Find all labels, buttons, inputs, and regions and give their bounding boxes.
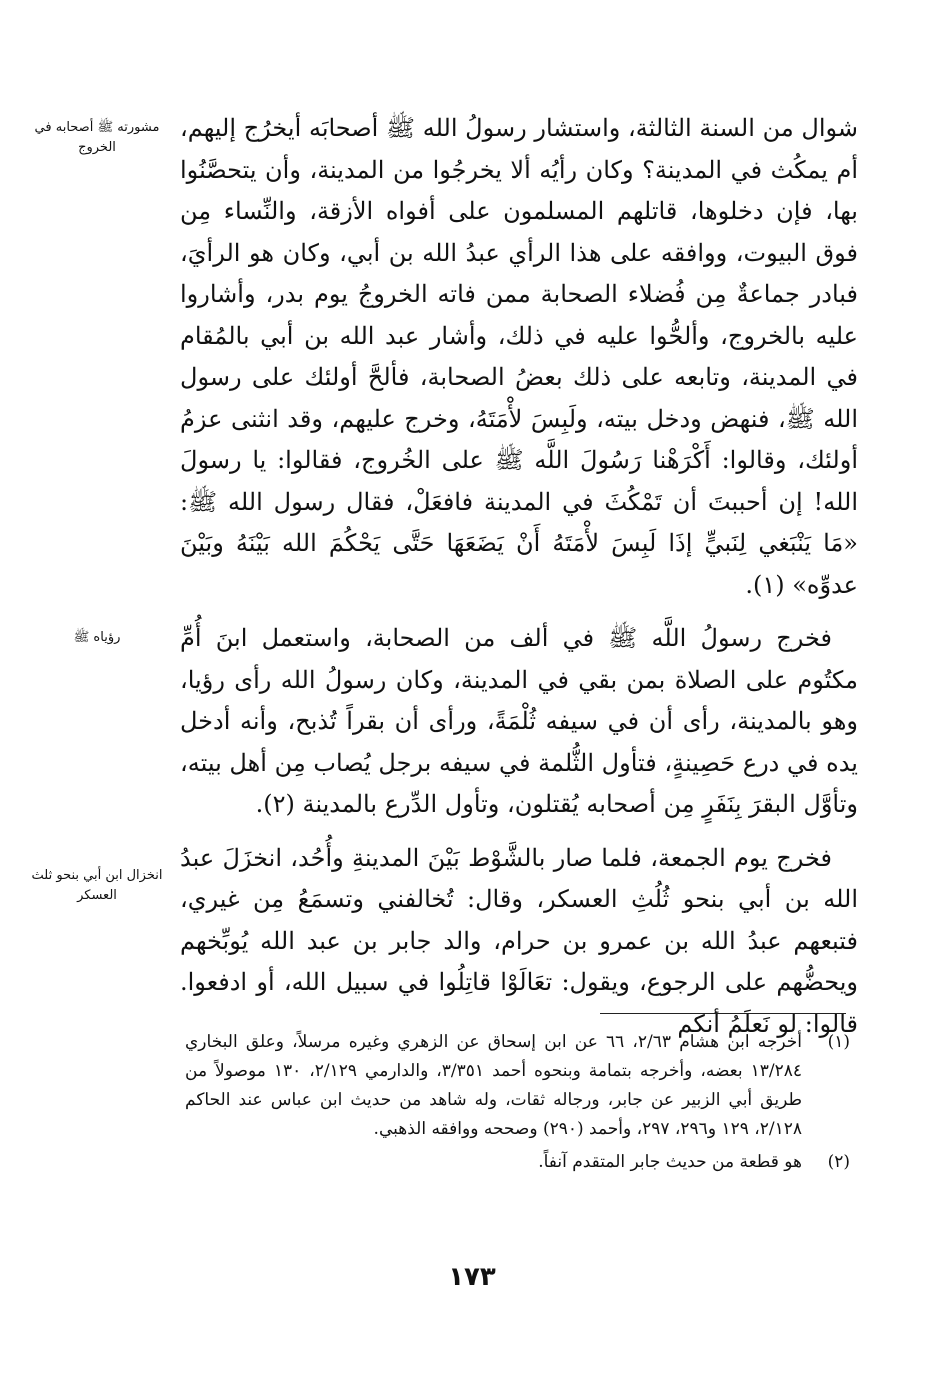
page-number: ١٧٣ — [448, 1262, 496, 1292]
margin-note-withdrawal: انخزال ابن أبي بنحو ثلث العسكر — [31, 868, 163, 903]
margin-note-consultation: مشورته ﷺ أصحابه في الخروج — [34, 120, 160, 155]
footnote-divider — [600, 1013, 846, 1014]
footnote-text: أخرجه ابن هشام ٢/٦٣، ٦٦ عن ابن إسحاق عن الزهري وغيره مرسلاً، وعلق البخاري ١٣/٢٨٤ بعضه، وأخرجه بتمامة وبنحوه أحمد ٣/٣٥١، والدارمي ٢/١٢٩، ١٣٠ موصولاً من طريق أبي الزبير عن جابر، ورجاله ثقات، وله شاهد من حديث ابن عباس عند الحاكم ٢/١٢٨، ١٢٩ و٢٩٦، ٢٩٧، وأحمد (٢٩٠) وصححه ووافقه الذهبي. — [185, 1032, 803, 1139]
margin-note-vision: رؤياه ﷺ — [73, 630, 121, 645]
footnote-number: (١) — [827, 1032, 850, 1052]
paragraph-vision: فخرج رسولُ اللَّه ﷺ في ألف من الصحابة، واستعمل ابنَ أُمِّ مكتُوم على الصلاة بمن بقي في المدينة، وكان رسولُ الله رأى رؤيا، وهو بالمدينة، رأى أن في سيفه ثُلْمَةً، ورأى أن بقراً تُذبح، وأنه أدخل يده في درع حَصِينةٍ، فتأول الثُّلمة في سيفه برجل يُصاب مِن أهل بيته، وتأوَّل البقرَ بِنَفَرٍ مِن أصحابه يُقتلون، وتأول الدِّرع بالمدينة (٢). — [180, 624, 858, 818]
footnotes — [185, 1028, 850, 1177]
paragraph-withdrawal: فخرج يوم الجمعة، فلما صار بالشَّوْط بَيْنَ المدينةِ وأُحُد، انخزَلَ عبدُ الله بن أبي بنحو ثُلُثِ العسكر، وقال: تُخالفني وتسمَعُ مِن غيري، فتبعهم عبدُ الله بن عمرو بن حرام، والد جابر بن عبد الله يُوبِّخهم ويحضُّهم على الرجوع، ويقول: تعَالَوْا قاتِلُوا في سبيل الله، أو ادفعوا. قالوا: لو نَعلَمُ أنكم — [180, 843, 858, 1038]
footnote-2 — [185, 1148, 850, 1177]
paragraph-consultation: شوال من السنة الثالثة، واستشار رسولُ الله ﷺ أصحابَه أيخرُج إليهم، أم يمكُث في المدينة؟ وكان رأيُه ألا يخرجُوا من المدينة، وأن يتحصَّنُوا بها، فإن دخلوها، قاتلهم المسلمون على أفواه الأزقة، والنِّساء مِن فوق البيوت، ووافقه على هذا الرأي عبدُ الله بن أبي، وكان هو الرأيَ، فبادر جماعةٌ مِن فُضلاء الصحابة ممن فاته الخروجُ يوم بدر، وأشاروا عليه بالخروج، وألحُّوا عليه في ذلك، وأشار عبد الله بن أبي بالمُقام في المدينة، وتابعه على ذلك بعضُ الصحابة، فألحَّ أولئك على رسول الله ﷺ، فنهض ودخل بيته، ولَبِسَ لأْمَتَهُ، وخرج عليهم، وقد انثنى عزمُ أولئك، وقالوا: أَكْرَهْنا رَسُولَ اللَّه ﷺ على الخُروج، فقالوا: يا رسولَ الله! إن أحببتَ أن تَمْكُثَ في المدينة فافعَلْ، فقال رسول الله ﷺ: «مَا يَنْبَغي لِنَبيٍّ إذَا لَبِسَ لأْمَتَهُ أَنْ يَضَعَهَا حَتَّى يَحْكُمَ الله بَيْنَهُ وبَيْنَ عدوِّه» (١). — [180, 114, 858, 599]
footnote-1 — [185, 1028, 850, 1144]
footnote-number: (٢) — [827, 1152, 850, 1172]
main-text — [180, 108, 858, 1045]
footnote-text: هو قطعة من حديث جابر المتقدم آنفاً. — [538, 1152, 802, 1172]
